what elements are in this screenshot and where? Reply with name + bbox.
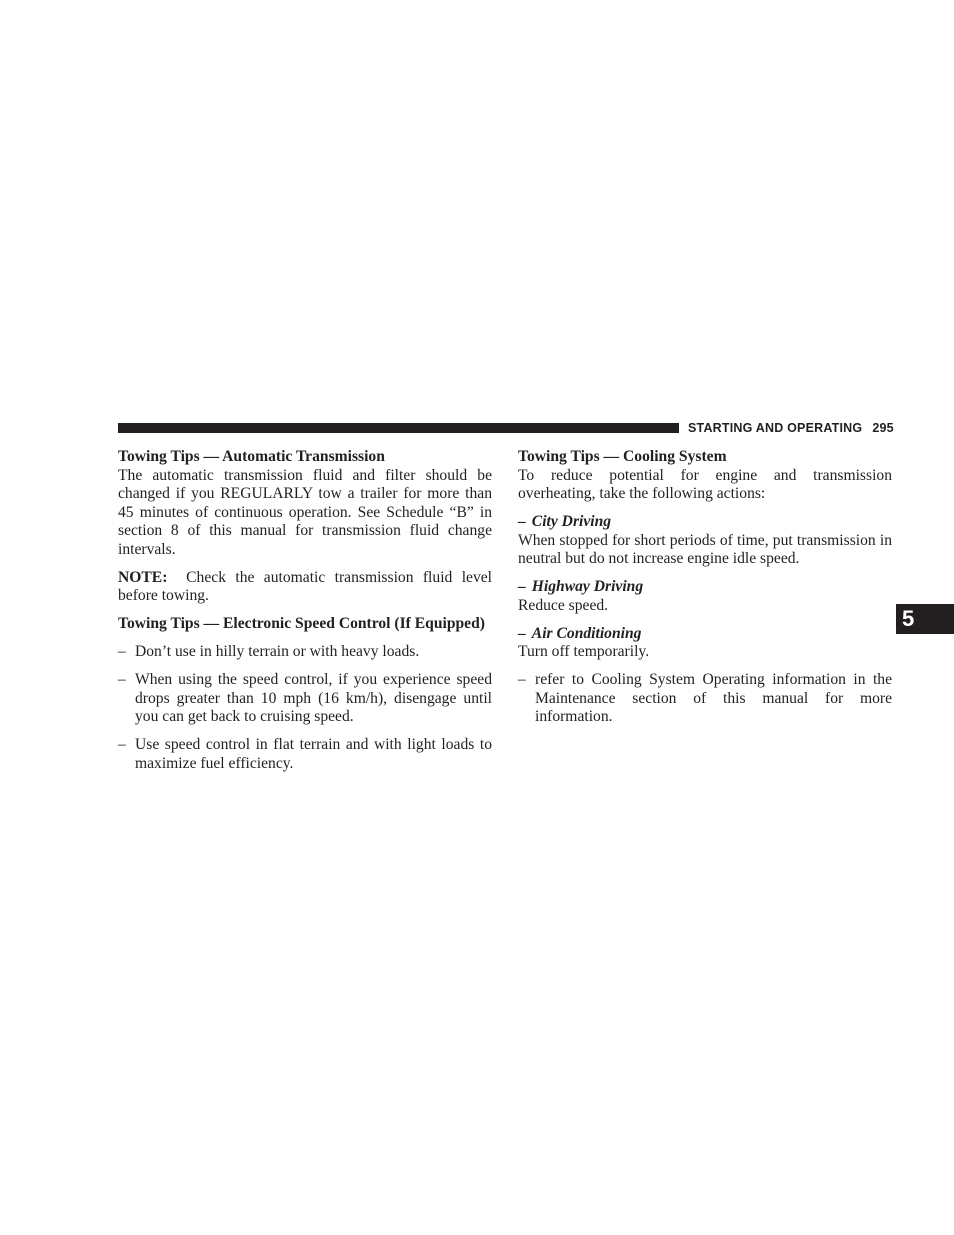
list-item: – Use speed control in flat terrain and with light loads to maximize fuel efficiency.	[118, 736, 492, 772]
list-item: – When using the speed control, if you experience speed drops greater than 10 mph (16 km/h), disengage until you can get back to cruising speed.	[118, 671, 492, 726]
paragraph-cooling-intro: To reduce potential for engine and transmission overheating, take the following actions:	[518, 466, 892, 503]
chapter-tab: 5	[896, 604, 954, 634]
header-rule	[118, 423, 679, 433]
note-text: Check the automatic transmission fluid level before towing.	[118, 568, 493, 605]
paragraph-highway-driving: Reduce speed.	[518, 596, 609, 614]
paragraph-air-conditioning: Turn off temporarily.	[518, 643, 650, 661]
section-title: STARTING AND OPERATING	[688, 421, 863, 435]
left-column	[118, 448, 492, 773]
paragraph-city-driving: When stopped for short periods of time, put transmission in neutral but do not increase engine idle speed.	[518, 531, 892, 568]
heading-automatic-transmission: Towing Tips — Automatic Transmission	[118, 448, 385, 465]
paragraph-transmission-fluid: The automatic transmission fluid and filter should be changed if you REGULARLY tow a trailer for more than 45 minutes of continuous operation. See Schedule “B” in section 8 of this manual for transmission fluid change intervals.	[118, 466, 492, 558]
list-item: – refer to Cooling System Operating information in the Maintenance section of this manual for more information.	[518, 671, 892, 726]
running-header	[688, 420, 894, 436]
right-column	[518, 448, 892, 727]
subheading-highway-driving: – Highway Driving	[518, 578, 644, 596]
subheading-city-driving: – City Driving	[518, 513, 612, 531]
heading-speed-control: Towing Tips — Electronic Speed Control (If Equipped)	[118, 615, 485, 633]
note-label: NOTE:	[118, 568, 168, 586]
heading-cooling-system: Towing Tips — Cooling System	[518, 448, 727, 465]
note	[118, 569, 492, 606]
list-item: – Don’t use in hilly terrain or with heavy loads.	[118, 643, 420, 661]
page-number: 295	[872, 421, 894, 435]
subheading-air-conditioning: – Air Conditioning	[518, 624, 642, 642]
